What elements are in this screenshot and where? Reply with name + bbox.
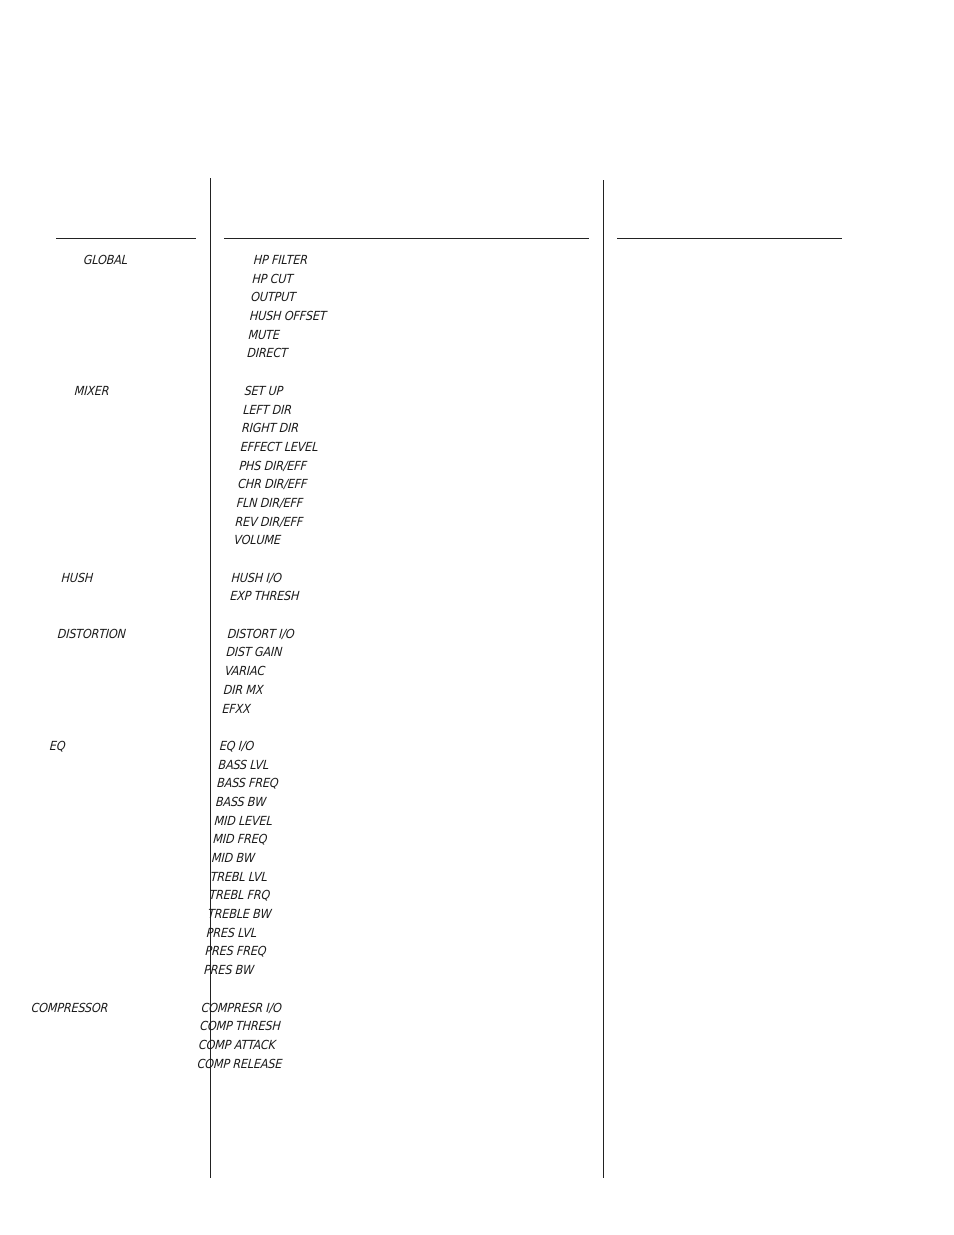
parameter-item: PRES LVL — [206, 924, 258, 940]
parameter-item: FLN DIR/EFF — [236, 494, 304, 510]
parameter-item: MUTE — [248, 326, 281, 342]
parameter-item: TREBLE BW — [207, 906, 273, 922]
parameter-item: REV DIR/EFF — [234, 513, 304, 529]
group-mixer — [64, 382, 152, 550]
parameter-item: BASS LVL — [218, 756, 270, 772]
parameter-item: HUSH I/O — [231, 569, 283, 585]
parameter-item: SET UP — [244, 382, 284, 398]
column-divider-right — [603, 180, 604, 1178]
parameter-item: COMPRESR I/O — [201, 999, 283, 1015]
parameter-item: DIRECT — [246, 345, 289, 361]
parameter-item: BASS BW — [215, 793, 267, 809]
group-label: MIXER — [74, 382, 110, 398]
parameter-item: COMP ATTACK — [198, 1036, 277, 1052]
parameter-item: PRES BW — [203, 962, 255, 978]
header-rule-notes — [617, 238, 842, 239]
parameter-item: EFFECT LEVEL — [240, 438, 319, 454]
group-global — [77, 251, 161, 363]
parameter-item: EQ I/O — [219, 737, 255, 753]
group-label: EQ — [49, 737, 66, 753]
parameter-item: MID BW — [211, 850, 256, 865]
group-label-column — [30, 251, 161, 1036]
group-label: HUSH — [61, 569, 94, 585]
parameter-item: TREBL LVL — [210, 868, 269, 884]
parameter-list-distortion — [222, 625, 313, 718]
group-label: DISTORTION — [57, 625, 127, 641]
parameter-item: HP CUT — [251, 270, 294, 286]
parameter-item: MID LEVEL — [214, 812, 274, 828]
parameter-item: DISTORT I/O — [227, 625, 296, 641]
parameter-item: DIST GAIN — [225, 644, 283, 660]
group-label: COMPRESSOR — [31, 999, 109, 1015]
parameter-item: VARIAC — [224, 663, 266, 679]
parameter-item: RIGHT DIR — [241, 420, 300, 436]
parameter-item: EFXX — [221, 700, 252, 716]
parameter-item: CHR DIR/EFF — [237, 476, 308, 492]
parameter-list-global — [247, 251, 339, 363]
group-hush — [60, 569, 139, 606]
notes-column — [617, 245, 842, 1175]
parameter-item: COMP THRESH — [199, 1018, 282, 1034]
parameter-item: EXP THRESH — [229, 588, 300, 604]
parameter-item: PHS DIR/EFF — [238, 457, 308, 473]
parameter-item: BASS FREQ — [216, 775, 279, 791]
parameter-list-hush — [230, 569, 317, 606]
header-rule-parameter — [224, 238, 589, 239]
parameter-item: COMP RELEASE — [197, 1055, 283, 1071]
parameter-item: OUTPUT — [250, 289, 297, 305]
group-eq — [33, 737, 127, 980]
parameter-item: TREBL FRQ — [208, 887, 271, 903]
parameter-item: PRES FREQ — [204, 943, 267, 959]
group-distortion — [52, 625, 135, 718]
parameter-list-mixer — [233, 382, 329, 550]
group-label: GLOBAL — [83, 252, 129, 267]
parameter-list-eq — [203, 737, 305, 980]
group-compressor — [31, 999, 109, 1018]
parameter-item: MID FREQ — [212, 831, 268, 847]
parameter-column — [196, 251, 339, 1092]
parameter-item: HUSH OFFSET — [249, 308, 327, 324]
parameter-list-compressor — [197, 999, 287, 1074]
parameter-item: HP FILTER — [253, 252, 309, 267]
header-rule-group — [56, 238, 196, 239]
parameter-item: VOLUME — [233, 532, 282, 548]
parameter-item: DIR MX — [223, 681, 264, 697]
parameter-item: LEFT DIR — [242, 401, 293, 417]
